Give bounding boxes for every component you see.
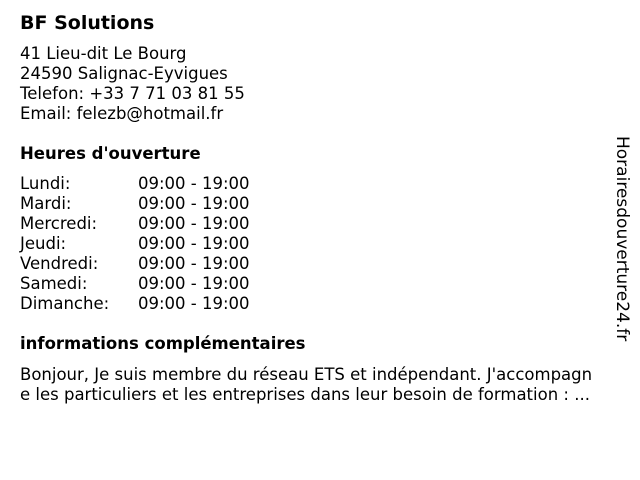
address-city: 24590 Salignac-Eyvigues (20, 64, 228, 83)
time-range: 09:00 - 19:00 (138, 294, 250, 313)
day-label: Jeudi: (20, 234, 67, 253)
day-label: Samedi: (20, 274, 88, 293)
time-range: 09:00 - 19:00 (138, 174, 250, 193)
info-line-2: e les particuliers et les entreprises dans leur besoin de formation : ... (20, 385, 590, 404)
company-name: BF Solutions (20, 12, 155, 34)
time-range: 09:00 - 19:00 (138, 274, 250, 293)
info-line-1: Bonjour, Je suis membre du réseau ETS et indépendant. J'accompagn (20, 365, 593, 384)
opening-hours-heading: Heures d'ouverture (20, 144, 201, 163)
opening-hours-table (20, 174, 320, 314)
hours-row-monday (20, 174, 320, 194)
email-address: Email: felezb@hotmail.fr (20, 104, 224, 123)
address-street: 41 Lieu-dit Le Bourg (20, 44, 187, 63)
time-range: 09:00 - 19:00 (138, 234, 250, 253)
hours-row-tuesday (20, 194, 320, 214)
hours-row-wednesday (20, 214, 320, 234)
day-label: Mercredi: (20, 214, 98, 233)
day-label: Lundi: (20, 174, 71, 193)
contact-block (20, 44, 245, 124)
phone-number: Telefon: +33 7 71 03 81 55 (20, 84, 245, 103)
hours-row-friday (20, 254, 320, 274)
hours-row-thursday (20, 234, 320, 254)
hours-row-sunday (20, 294, 320, 314)
time-range: 09:00 - 19:00 (138, 194, 250, 213)
day-label: Vendredi: (20, 254, 99, 273)
day-label: Mardi: (20, 194, 72, 213)
hours-row-saturday (20, 274, 320, 294)
time-range: 09:00 - 19:00 (138, 254, 250, 273)
time-range: 09:00 - 19:00 (138, 214, 250, 233)
site-watermark: Horairesdouverture24.fr (612, 136, 632, 342)
day-label: Dimanche: (20, 294, 110, 313)
additional-info-text (20, 365, 630, 405)
additional-info-heading: informations complémentaires (20, 334, 306, 353)
